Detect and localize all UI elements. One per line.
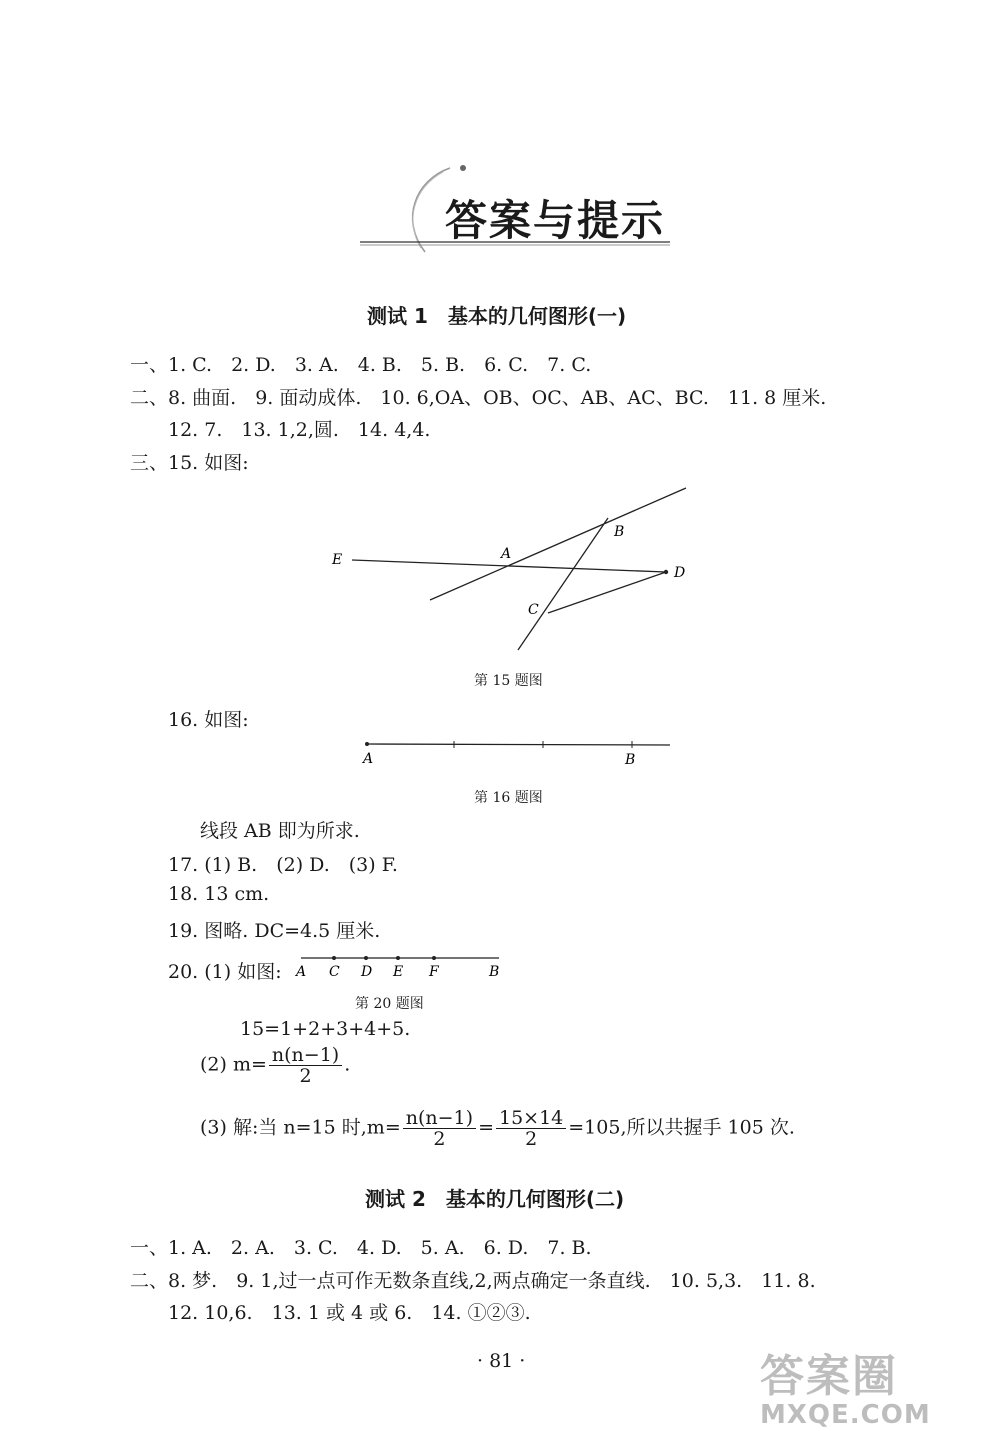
q20-3-fraction-2 xyxy=(496,1108,566,1149)
line-through-b-c xyxy=(518,518,608,650)
test2-heading: 测试 2 基本的几何图形(二) xyxy=(365,1187,625,1211)
test2-part2-line2: 12. 10,6. 13. 1 或 4 或 6. 14. ①②③. xyxy=(168,1302,531,1324)
line-c-d xyxy=(548,572,666,613)
label-d: D xyxy=(674,565,686,581)
q20-2-fraction xyxy=(269,1045,342,1086)
test2-part2-line1: 二、8. 梦. 9. 1,过一点可作无数条直线,2,两点确定一条直线. 10. 5,3. 11. 8. xyxy=(130,1270,816,1292)
q20-3-numerator-2: 15×14 xyxy=(496,1108,566,1129)
test1-part1: 一、1. C. 2. D. 3. A. 4. B. 5. B. 6. C. 7. C. xyxy=(130,354,592,376)
figure-15 xyxy=(320,480,700,655)
test1-q16: 16. 如图: xyxy=(168,709,249,731)
test1-part2-line1: 二、8. 曲面. 9. 面动成体. 10. 6,OA、OB、OC、AB、AC、BC. 11. 8 厘米. xyxy=(130,387,827,409)
label-e: E xyxy=(332,552,343,568)
q20-3-numerator-1: n(n−1) xyxy=(403,1108,476,1129)
label-b: B xyxy=(489,964,500,980)
point-f xyxy=(432,956,436,960)
point-c xyxy=(332,956,336,960)
label-f: F xyxy=(429,964,439,980)
label-b: B xyxy=(625,752,636,768)
test1-q20-3 xyxy=(200,1108,795,1149)
q20-3-denominator-2: 2 xyxy=(525,1128,538,1150)
q20-3-prefix: (3) 解:当 n=15 时,m= xyxy=(200,1116,401,1139)
q20-2-prefix: (2) m= xyxy=(200,1053,267,1076)
test1-q20-2 xyxy=(200,1045,350,1086)
point-e xyxy=(396,956,400,960)
figure-20 xyxy=(292,950,507,982)
q20-2-denominator: 2 xyxy=(299,1065,312,1087)
q20-2-suffix: . xyxy=(344,1053,351,1076)
point-d xyxy=(364,956,368,960)
figure-20-caption: 第 20 题图 xyxy=(355,996,424,1012)
label-c: C xyxy=(528,602,539,618)
q20-3-suffix: =105,所以共握手 105 次. xyxy=(568,1116,795,1139)
test1-q19: 19. 图略. DC=4.5 厘米. xyxy=(168,920,381,942)
page-number: · 81 · xyxy=(477,1350,526,1372)
q20-3-equals: = xyxy=(478,1116,494,1139)
test1-q17: 17. (1) B. (2) D. (3) F. xyxy=(168,854,398,876)
label-e: E xyxy=(393,964,404,980)
page-title: 答案与提示 xyxy=(445,196,666,245)
line-through-a-b xyxy=(430,488,686,600)
watermark-url: MXQE.COM xyxy=(760,1400,931,1430)
label-a: A xyxy=(296,964,307,980)
figure-16 xyxy=(355,735,680,770)
label-c: C xyxy=(329,964,340,980)
figure-16-caption: 第 16 题图 xyxy=(474,790,543,806)
q20-2-numerator: n(n−1) xyxy=(269,1045,342,1066)
figure-15-caption: 第 15 题图 xyxy=(474,673,543,689)
label-a: A xyxy=(501,546,512,562)
test2-part1: 一、1. A. 2. A. 3. C. 4. D. 5. A. 6. D. 7. B. xyxy=(130,1237,592,1259)
q20-3-fraction-1 xyxy=(403,1108,476,1149)
segment-line xyxy=(367,744,670,745)
test1-part2-line2: 12. 7. 13. 1,2,圆. 14. 4,4. xyxy=(168,419,431,441)
test1-q18: 18. 13 cm. xyxy=(168,883,270,905)
point-d xyxy=(664,570,668,574)
test1-heading: 测试 1 基本的几何图形(一) xyxy=(367,304,627,328)
q20-3-denominator-1: 2 xyxy=(433,1128,446,1150)
test1-q16-answer: 线段 AB 即为所求. xyxy=(200,820,360,842)
watermark xyxy=(760,1340,931,1430)
label-d: D xyxy=(361,964,373,980)
label-b: B xyxy=(614,524,625,540)
label-a: A xyxy=(363,751,374,767)
test1-q20-1: 20. (1) 如图: xyxy=(168,961,282,983)
point-a xyxy=(365,742,369,746)
test1-q20-sum: 15=1+2+3+4+5. xyxy=(240,1018,411,1040)
watermark-text: 答案圈 xyxy=(760,1351,898,1402)
test1-q15: 三、15. 如图: xyxy=(130,452,249,474)
